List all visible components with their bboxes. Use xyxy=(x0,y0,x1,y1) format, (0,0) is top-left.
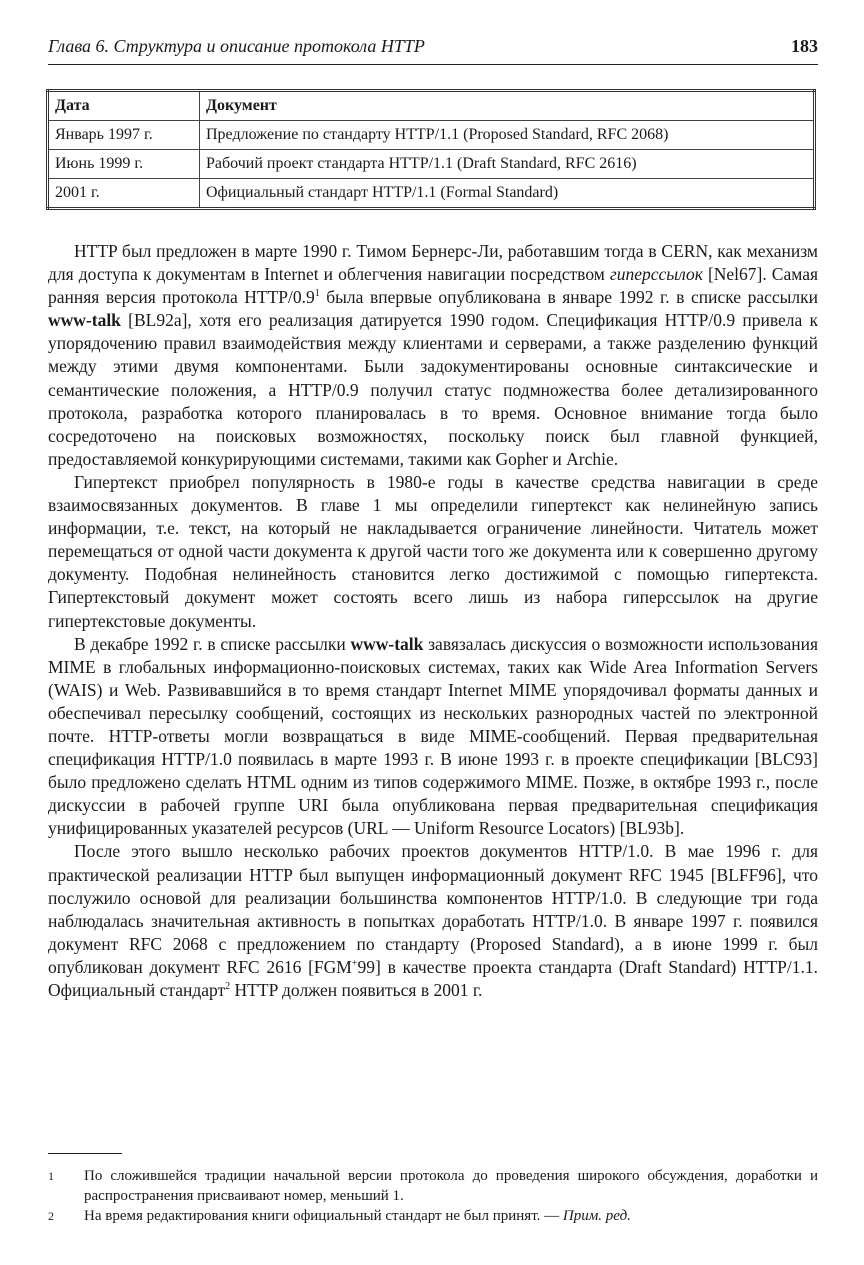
table-cell-document: Рабочий проект стандарта HTTP/1.1 (Draft Standard, RFC 2616) xyxy=(200,150,815,179)
footnote-text: На время редактирования книги официальный стандарт не был принят. — xyxy=(84,1208,563,1224)
text-run: завязалась дискуссия о возможности использования MIME в глобальных информационно-поисковых системах, таких как Wide Area Information Servers (WAIS) и Web. Развивавшийся в то время стандарт Internet MIME упорядочивал форматы данных и обеспечивал пересылку сообщений, состоящих из нескольких разнородных частей по электронной почте. HTTP-ответы могли возвращаться в виде MIME-сообщений. Первая предварительная спецификация HTTP/1.0 появилась в марте 1993 г. В июне 1993 г. в проекте спецификации [BLC93] было предложено сделать HTML одним из типов содержимого MIME. Позже, в октябре 1993 г., после дискуссии в рабочей группе URI была опубликована первая предварительная спецификация унифицированных указателей ресурсов (URL — Uniform Resource Locators) [BL93b]. xyxy=(48,633,819,839)
text-run: [BL92a], хотя его реализация датируется 1990 годом. Спецификация HTTP/0.9 привела к упорядочению правил взаимодействия между клиентами и серверами, а также разделению функций между этими двумя компонентами. Были задокументированы основные синтаксические и семантические положения, а HTTP/0.9 получил статус подмножества более детализированного протокола, разработка которого планировалась в то время. Основное внимание тогда было сосредоточено на поисковых возможностях, поскольку поиск был главной функцией, предоставляемой конкурирующими системами, такими как Gopher и Archie. xyxy=(48,310,818,469)
mailing-list-name: www-talk xyxy=(48,310,121,331)
footnote-1 xyxy=(48,1166,818,1206)
footnote-ref-2: 2 xyxy=(225,981,231,993)
text-run: [Nel67]. Самая ранняя версия протокола HTTP/0.9 xyxy=(48,264,819,308)
http-versions-table xyxy=(46,89,816,210)
paragraph xyxy=(48,840,818,1002)
table-header-row xyxy=(48,91,815,121)
table-row xyxy=(48,121,815,150)
body-text xyxy=(48,240,818,1002)
footnote-text: По сложившейся традиции начальной версии протокола до проведения широкого обсуждения, доработки и распространения присваивают номер, меньший 1. xyxy=(84,1168,818,1204)
running-header xyxy=(48,34,818,65)
footnote-number: 2 xyxy=(48,1209,54,1223)
table-cell-document: Предложение по стандарту HTTP/1.1 (Proposed Standard, RFC 2068) xyxy=(200,121,815,150)
table-cell-document: Официальный стандарт HTTP/1.1 (Formal Standard) xyxy=(200,179,815,209)
superscript-plus: + xyxy=(351,958,358,970)
column-header-document: Документ xyxy=(200,91,815,121)
footnote-divider xyxy=(48,1153,122,1154)
text-run: HTTP был предложен в марте 1990 г. Тимом Бернерс-Ли, работавшим тогда в CERN, как механизм для доступа к документам в Internet и облегчения навигации посредством xyxy=(48,241,818,285)
table-cell-date: 2001 г. xyxy=(48,179,200,209)
footnotes xyxy=(48,1166,818,1226)
text-run: Гипертекст приобрел популярность в 1980-е годы в качестве средства навигации в среде взаимосвязанных документов. В главе 1 мы определили гипертекст как нелинейную запись информации, т.е. текст, на который не накладывается ограничение линейности. Читатель может перемещаться от одной части документа к другой части того же документа или к совершенно другому документу. Подобная нелинейность становится легко достижимой с помощью гипертекста. Гипертекстовый документ может состоять всего лишь из набора гиперссылок на другие гипертекстовые документы. xyxy=(48,471,818,631)
chapter-title: Глава 6. Структура и описание протокола HTTP xyxy=(48,36,425,56)
footnote-number: 1 xyxy=(48,1169,54,1183)
table-row xyxy=(48,179,815,209)
footnote-2 xyxy=(48,1206,818,1226)
hyperlinks-term: гиперссылок xyxy=(609,264,703,285)
table-cell-date: Июнь 1999 г. xyxy=(48,150,200,179)
text-run: была впервые опубликована в январе 1992 г. в списке рассылки xyxy=(319,287,818,308)
text-run: В декабре 1992 г. в списке рассылки xyxy=(74,633,351,654)
footnote-ref-1: 1 xyxy=(314,288,320,300)
text-run: 99] в качестве проекта стандарта (Draft Standard) HTTP/1.1. Официальный стандарт xyxy=(48,956,818,1000)
mailing-list-name: www-talk xyxy=(350,633,424,654)
editor-note: Прим. ред. xyxy=(562,1208,631,1224)
table-row xyxy=(48,150,815,179)
text-run: После этого вышло несколько рабочих проектов документов HTTP/1.0. В мае 1996 г. для практической реализации HTTP был выпущен информационный документ RFC 1945 [BLFF96], что послужило основой для реализации большинства компонентов HTTP/1.0. В следующие три года наблюдалась значительная активность в попытках доработать HTTP/1.0. В январе 1997 г. появился документ RFC 2068 с предложением по стандарту (Proposed Standard), а в июне 1999 г. был опубликован документ RFC 2616 [FGM xyxy=(48,841,818,977)
paragraph xyxy=(48,471,818,633)
table-cell-date: Январь 1997 г. xyxy=(48,121,200,150)
text-run: HTTP должен появиться в 2001 г. xyxy=(230,980,483,1000)
paragraph xyxy=(48,240,818,471)
paragraph xyxy=(48,633,818,841)
column-header-date: Дата xyxy=(48,91,200,121)
page-number: 183 xyxy=(791,36,818,56)
